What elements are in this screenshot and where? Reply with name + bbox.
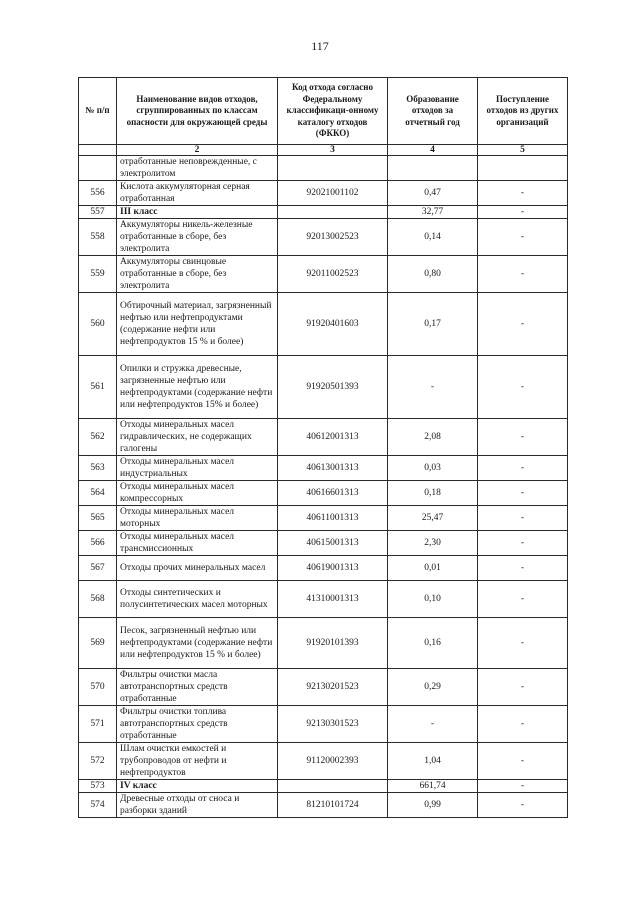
- row-number: 570: [79, 669, 117, 706]
- received-amount: -: [478, 743, 568, 780]
- row-number: 567: [79, 556, 117, 581]
- formed-amount: [388, 156, 478, 181]
- row-number: 561: [79, 356, 117, 419]
- received-amount: -: [478, 219, 568, 256]
- received-amount: -: [478, 456, 568, 481]
- fkko-code: 92130201523: [278, 669, 388, 706]
- column-number: 3: [278, 145, 388, 156]
- waste-name: Отходы прочих минеральных масел: [117, 556, 278, 581]
- waste-table: [78, 77, 568, 818]
- waste-name: Аккумуляторы никель-железные отработанные в сборе, без электролита: [117, 219, 278, 256]
- row-number: 563: [79, 456, 117, 481]
- received-amount: [478, 156, 568, 181]
- fkko-code: 41310001313: [278, 581, 388, 618]
- table-row: [79, 156, 568, 181]
- received-amount: -: [478, 206, 568, 219]
- table-row: [79, 356, 568, 419]
- fkko-code: 92013002523: [278, 219, 388, 256]
- waste-name: Фильтры очистки масла автотранспортных средств отработанные: [117, 669, 278, 706]
- waste-name: IV класс: [117, 780, 278, 793]
- row-number: 574: [79, 793, 117, 818]
- column-number-row: [79, 145, 568, 156]
- fkko-code: 92011002523: [278, 256, 388, 293]
- column-number: 2: [117, 145, 278, 156]
- table-row: [79, 531, 568, 556]
- formed-amount: 0,47: [388, 181, 478, 206]
- received-amount: -: [478, 481, 568, 506]
- waste-name: Отходы минеральных масел индустриальных: [117, 456, 278, 481]
- waste-name: Обтирочный материал, загрязненный нефтью или нефтепродуктами (содержание нефти или нефтепродуктов 15 % и более): [117, 293, 278, 356]
- received-amount: -: [478, 293, 568, 356]
- received-amount: -: [478, 419, 568, 456]
- waste-name: отработанные неповрежденные, с электролитом: [117, 156, 278, 181]
- row-number: 559: [79, 256, 117, 293]
- waste-name: Отходы минеральных масел гидравлических, не содержащих галогены: [117, 419, 278, 456]
- waste-name: Кислота аккумуляторная серная отработанная: [117, 181, 278, 206]
- row-number: 564: [79, 481, 117, 506]
- table-row: [79, 618, 568, 669]
- formed-amount: -: [388, 706, 478, 743]
- row-number: [79, 156, 117, 181]
- fkko-code: 92130301523: [278, 706, 388, 743]
- row-number: 560: [79, 293, 117, 356]
- fkko-code: 92021001102: [278, 181, 388, 206]
- table-row: [79, 181, 568, 206]
- fkko-code: 91920501393: [278, 356, 388, 419]
- table-row: [79, 581, 568, 618]
- waste-name: Древесные отходы от сноса и разборки зданий: [117, 793, 278, 818]
- formed-amount: 0,80: [388, 256, 478, 293]
- table-row: [79, 669, 568, 706]
- formed-amount: 0,17: [388, 293, 478, 356]
- waste-name: Фильтры очистки топлива автотранспортных средств отработанные: [117, 706, 278, 743]
- table-body: [79, 156, 568, 818]
- waste-name: Отходы синтетических и полусинтетических масел моторных: [117, 581, 278, 618]
- header-name: Наименование видов отходов, сгруппированных по классам опасности для окружающей среды: [117, 78, 278, 145]
- received-amount: -: [478, 556, 568, 581]
- row-number: 558: [79, 219, 117, 256]
- received-amount: -: [478, 780, 568, 793]
- table-row: [79, 793, 568, 818]
- received-amount: -: [478, 581, 568, 618]
- column-number: 5: [478, 145, 568, 156]
- header-num: № п/п: [79, 78, 117, 145]
- waste-name: Отходы минеральных масел моторных: [117, 506, 278, 531]
- table-header-row: [79, 78, 568, 145]
- header-code: Код отхода согласно Федеральному классификаци-онному каталогу отходов (ФККО): [278, 78, 388, 145]
- fkko-code: 40611001313: [278, 506, 388, 531]
- table-row: [79, 456, 568, 481]
- row-number: 556: [79, 181, 117, 206]
- row-number: 557: [79, 206, 117, 219]
- fkko-code: [278, 206, 388, 219]
- formed-amount: 1,04: [388, 743, 478, 780]
- received-amount: -: [478, 793, 568, 818]
- table-row: [79, 706, 568, 743]
- waste-name: Песок, загрязненный нефтью или нефтепродуктами (содержание нефти или нефтепродуктов 15 % и более): [117, 618, 278, 669]
- table-row: [79, 293, 568, 356]
- table-row: [79, 506, 568, 531]
- received-amount: -: [478, 356, 568, 419]
- row-number: 566: [79, 531, 117, 556]
- formed-amount: 0,99: [388, 793, 478, 818]
- formed-amount: 32,77: [388, 206, 478, 219]
- fkko-code: [278, 780, 388, 793]
- waste-name: Шлам очистки емкостей и трубопроводов от нефти и нефтепродуктов: [117, 743, 278, 780]
- row-number: 573: [79, 780, 117, 793]
- formed-amount: 2,08: [388, 419, 478, 456]
- received-amount: -: [478, 181, 568, 206]
- formed-amount: -: [388, 356, 478, 419]
- table-row: [79, 219, 568, 256]
- formed-amount: 0,16: [388, 618, 478, 669]
- fkko-code: 40613001313: [278, 456, 388, 481]
- formed-amount: 0,29: [388, 669, 478, 706]
- received-amount: -: [478, 256, 568, 293]
- formed-amount: 661,74: [388, 780, 478, 793]
- fkko-code: 91920401603: [278, 293, 388, 356]
- column-number: 4: [388, 145, 478, 156]
- row-number: 562: [79, 419, 117, 456]
- formed-amount: 0,14: [388, 219, 478, 256]
- row-number: 569: [79, 618, 117, 669]
- fkko-code: 81210101724: [278, 793, 388, 818]
- waste-name: Отходы минеральных масел трансмиссионных: [117, 531, 278, 556]
- fkko-code: 40619001313: [278, 556, 388, 581]
- waste-name: III класс: [117, 206, 278, 219]
- row-number: 572: [79, 743, 117, 780]
- formed-amount: 0,01: [388, 556, 478, 581]
- formed-amount: 25,47: [388, 506, 478, 531]
- table-row: [79, 256, 568, 293]
- class-row: [79, 780, 568, 793]
- received-amount: -: [478, 706, 568, 743]
- class-row: [79, 206, 568, 219]
- waste-name: Аккумуляторы свинцовые отработанные в сборе, без электролита: [117, 256, 278, 293]
- fkko-code: 91920101393: [278, 618, 388, 669]
- received-amount: -: [478, 618, 568, 669]
- table-row: [79, 556, 568, 581]
- table-row: [79, 743, 568, 780]
- fkko-code: 91120002393: [278, 743, 388, 780]
- waste-name: Отходы минеральных масел компрессорных: [117, 481, 278, 506]
- formed-amount: 0,18: [388, 481, 478, 506]
- column-number: [79, 145, 117, 156]
- received-amount: -: [478, 669, 568, 706]
- formed-amount: 0,03: [388, 456, 478, 481]
- table-row: [79, 481, 568, 506]
- row-number: 565: [79, 506, 117, 531]
- fkko-code: 40615001313: [278, 531, 388, 556]
- fkko-code: 40616601313: [278, 481, 388, 506]
- row-number: 568: [79, 581, 117, 618]
- page-number: 117: [311, 39, 329, 53]
- formed-amount: 2,30: [388, 531, 478, 556]
- header-formed: Образование отходов за отчетный год: [388, 78, 478, 145]
- fkko-code: [278, 156, 388, 181]
- formed-amount: 0,10: [388, 581, 478, 618]
- waste-name: Опилки и стружка древесные, загрязненные нефтью или нефтепродуктами (содержание нефти или нефтепродуктов 15% и более): [117, 356, 278, 419]
- table-row: [79, 419, 568, 456]
- received-amount: -: [478, 506, 568, 531]
- fkko-code: 40612001313: [278, 419, 388, 456]
- row-number: 571: [79, 706, 117, 743]
- received-amount: -: [478, 531, 568, 556]
- header-received: Поступление отходов из других организаций: [478, 78, 568, 145]
